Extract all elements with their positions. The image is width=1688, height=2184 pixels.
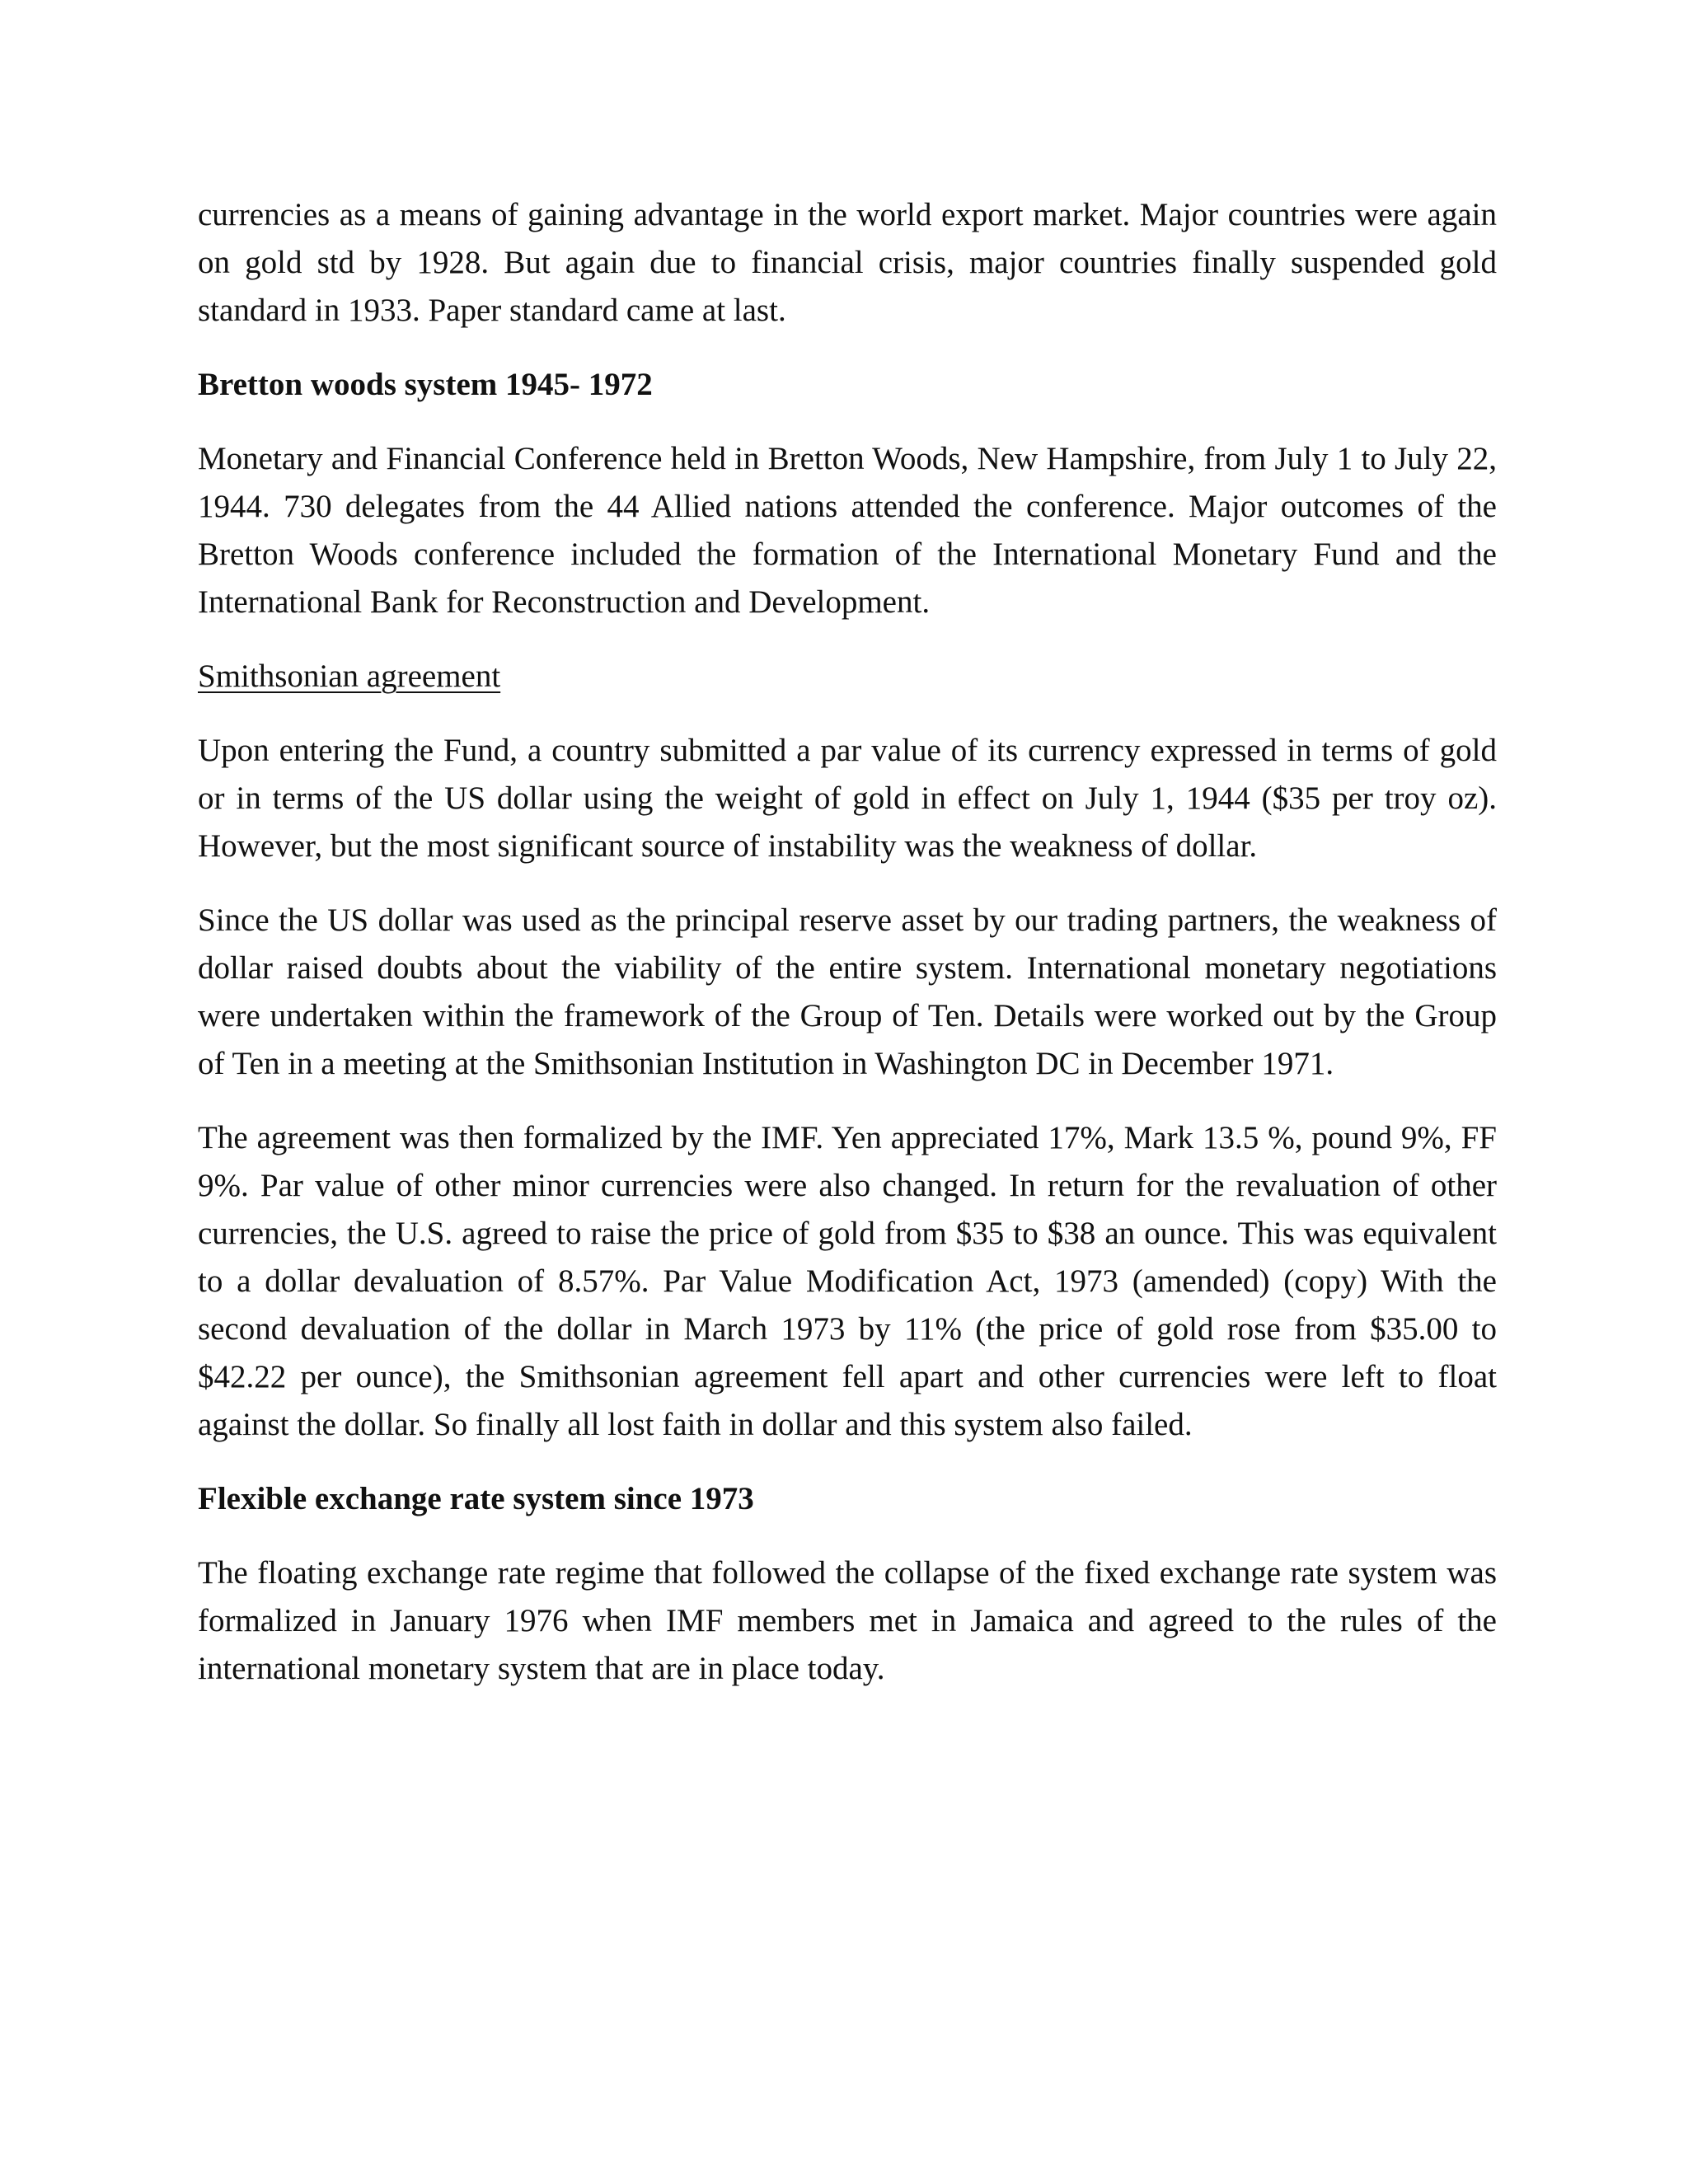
paragraph-gold-standard: currencies as a means of gaining advantage in the world export market. Major countries were again on gold std by 1928. But again due to financial crisis, major countries finally suspended gold standard in 1933. Paper standard came at last.	[198, 197, 1497, 328]
document-page	[198, 191, 1497, 1719]
paragraph-par-value: Upon entering the Fund, a country submitted a par value of its currency expressed in terms of gold or in terms of the US dollar using the weight of gold in effect on July 1, 1944 ($35 per troy oz). However, but the most significant source of instability was the weakness of dollar.	[198, 733, 1497, 864]
heading-flexible-exchange: Flexible exchange rate system since 1973	[198, 1481, 754, 1516]
heading-bretton-woods: Bretton woods system 1945- 1972	[198, 367, 653, 402]
paragraph-bretton-woods-conference: Monetary and Financial Conference held in Bretton Woods, New Hampshire, from July 1 to July 22, 1944. 730 delegates from the 44 Allied nations attended the conference. Major outcomes of the Bretton Woods conference included the formation of the International Monetary Fund and the International Bank for Reconstruction and Development.	[198, 441, 1497, 620]
paragraph-imf-formalization: The agreement was then formalized by the IMF. Yen appreciated 17%, Mark 13.5 %, pound 9%, FF 9%. Par value of other minor currencies were also changed. In return for the revaluation of other currencies, the U.S. agreed to raise the price of gold from $35 to $38 an ounce. This was equivalent to a dollar devaluation of 8.57%. Par Value Modification Act, 1973 (amended) (copy) With the second devaluation of the dollar in March 1973 by 11% (the price of gold rose from $35.00 to $42.22 per ounce), the Smithsonian agreement fell apart and other currencies were left to float against the dollar. So finally all lost faith in dollar and this system also failed.	[198, 1120, 1497, 1442]
subheading-smithsonian-agreement: Smithsonian agreement	[198, 658, 501, 694]
paragraph-floating-regime: The floating exchange rate regime that followed the collapse of the fixed exchange rate system was formalized in January 1976 when IMF members met in Jamaica and agreed to the rules of the international monetary system that are in place today.	[198, 1555, 1497, 1686]
paragraph-dollar-weakness: Since the US dollar was used as the principal reserve asset by our trading partners, the weakness of dollar raised doubts about the viability of the entire system. International monetary negotiations were undertaken within the framework of the Group of Ten. Details were worked out by the Group of Ten in a meeting at the Smithsonian Institution in Washington DC in December 1971.	[198, 902, 1497, 1081]
